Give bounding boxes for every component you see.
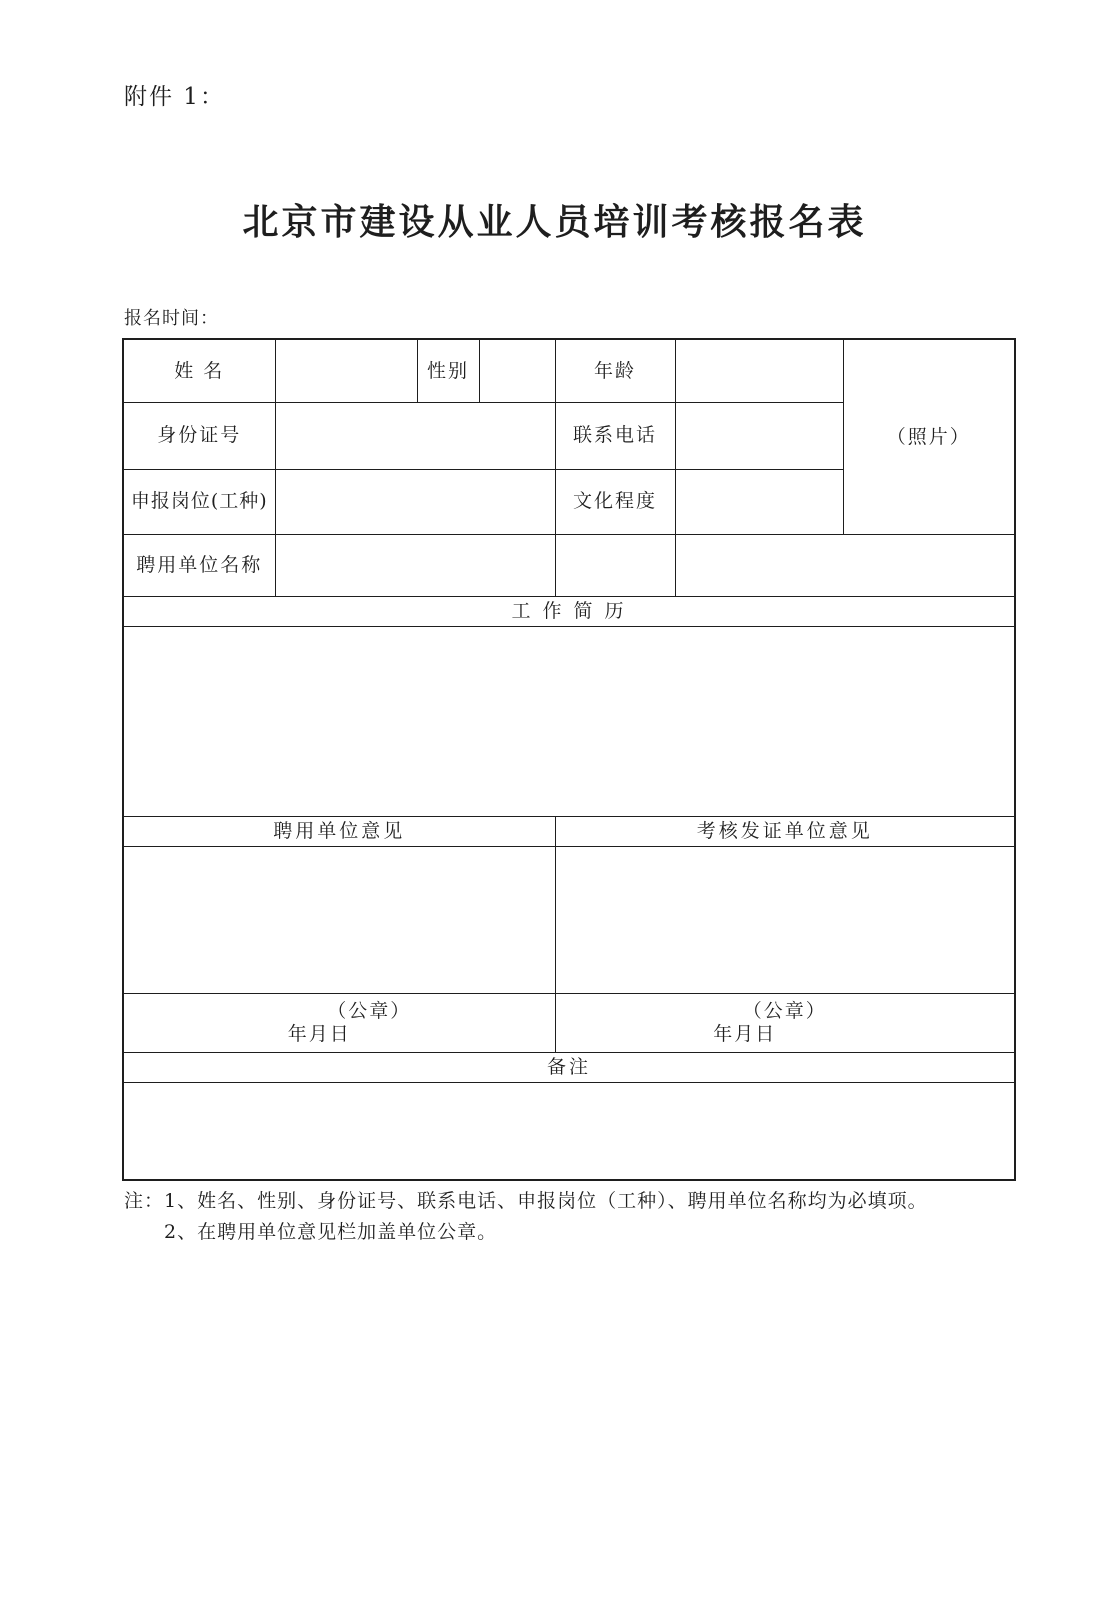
signup-time-label: 报名时间：	[124, 308, 219, 329]
photo-box[interactable]: （照片）	[843, 339, 1015, 535]
employer-extra-field-2[interactable]	[675, 535, 1015, 596]
phone-field[interactable]	[675, 403, 843, 470]
certifier-seal-label: （公章）	[742, 1000, 827, 1023]
education-label: 文化程度	[555, 469, 675, 535]
form-notes	[124, 1186, 928, 1248]
age-label: 年龄	[555, 339, 675, 403]
employer-label: 聘用单位名称	[123, 535, 275, 596]
note-2: 2、在聘用单位意见栏加盖单位公章。	[164, 1221, 498, 1243]
note-1: 注：1、姓名、性别、身份证号、联系电话、申报岗位（工种）、聘用单位名称均为必填项。	[124, 1190, 928, 1212]
name-label: 姓 名	[123, 339, 275, 403]
position-field[interactable]	[275, 469, 555, 535]
work-history-header: 工 作 简 历	[123, 596, 1015, 627]
education-field[interactable]	[675, 469, 843, 535]
employer-opinion-header: 聘用单位意见	[123, 816, 555, 846]
work-history-field[interactable]	[123, 627, 1015, 817]
form-title: 北京市建设从业人员培训考核报名表	[242, 201, 867, 243]
certifier-opinion-header: 考核发证单位意见	[555, 816, 1015, 846]
attachment-label: 附件 1：	[124, 84, 225, 110]
gender-field[interactable]	[479, 339, 555, 403]
position-label: 申报岗位(工种)	[123, 469, 275, 535]
id-number-label: 身份证号	[123, 403, 275, 470]
employer-seal-label: （公章）	[327, 1000, 412, 1023]
certifier-opinion-field[interactable]	[555, 846, 1015, 994]
certifier-seal-cell	[555, 994, 1015, 1053]
gender-label: 性别	[417, 339, 479, 403]
certifier-date-label: 年月日	[713, 1023, 777, 1046]
employer-opinion-field[interactable]	[123, 846, 555, 994]
remarks-header: 备注	[123, 1053, 1015, 1083]
name-field[interactable]	[275, 339, 417, 403]
id-number-field[interactable]	[275, 403, 555, 470]
employer-field[interactable]	[275, 535, 555, 596]
employer-seal-cell	[123, 994, 555, 1053]
age-field[interactable]	[675, 339, 843, 403]
registration-form-table	[122, 338, 1016, 1181]
employer-date-label: 年月日	[287, 1023, 351, 1046]
phone-label: 联系电话	[555, 403, 675, 470]
remarks-field[interactable]	[123, 1083, 1015, 1180]
employer-extra-field[interactable]	[555, 535, 675, 596]
